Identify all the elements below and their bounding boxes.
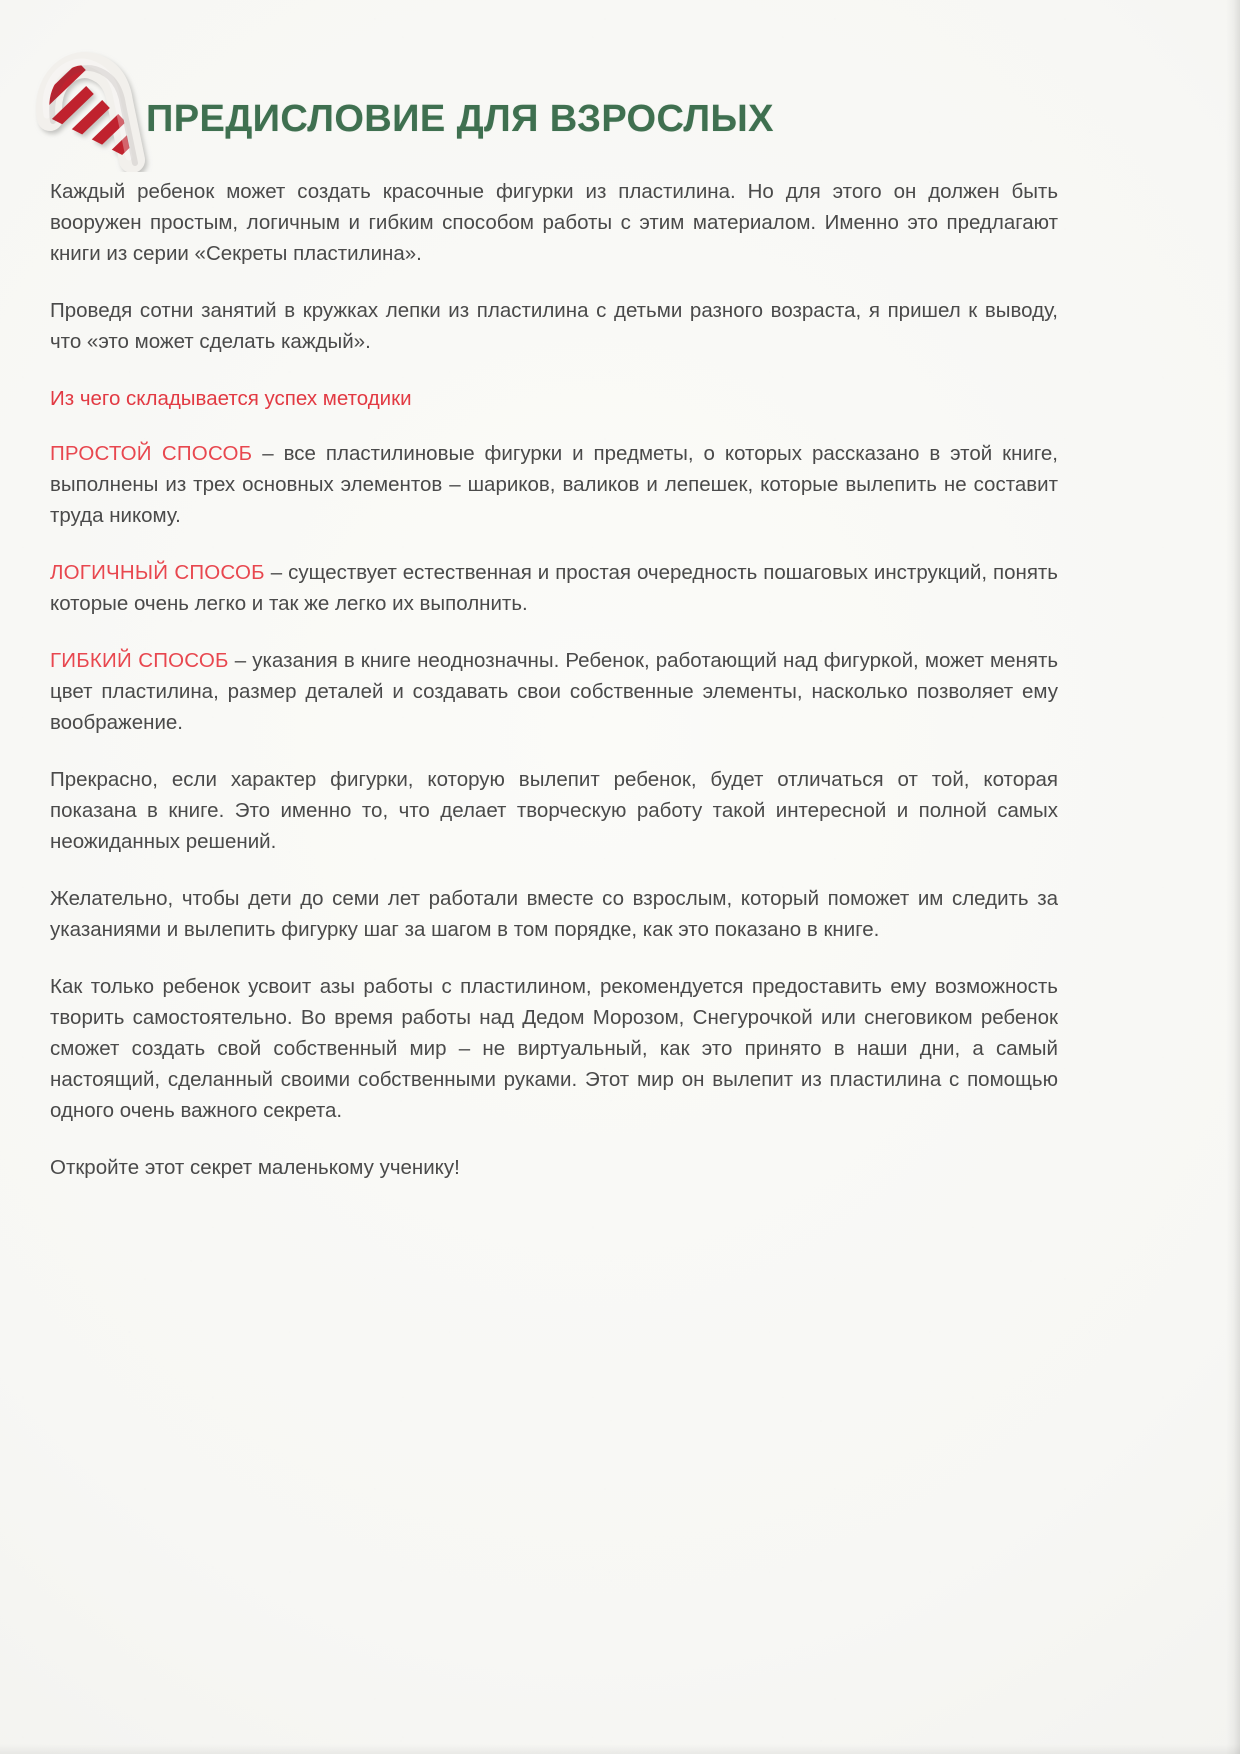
page-title: ПРЕДИСЛОВИЕ ДЛЯ ВЗРОСЛЫХ: [146, 98, 774, 140]
method-text-flexible: – указания в книге неоднозначны. Ребенок, работающий над фигуркой, может менять цвет пластилина, размер деталей и создавать свои собственные элементы, насколько позволяет ему воображение.: [50, 649, 1059, 734]
paragraph-intro: Каждый ребенок может создать красочные фигурки из пластилина. Но для этого он должен быть вооружен простым, логичным и гибким способом работы с этим материалом. Именно это предлагают книги из серии «Секреты пластилина».: [50, 180, 1058, 265]
method-lead-flexible: ГИБКИЙ СПОСОБ: [50, 649, 229, 672]
method-text-logical: – существует естественная и простая очередность пошаговых инструкций, понять которые очень легко и так же легко их выполнить.: [50, 561, 1058, 615]
scan-edge-bottom: [0, 1744, 1240, 1754]
method-text-simple: – все пластилиновые фигурки и предметы, о которых рассказано в этой книге, выполнены из трех основных элементов – шариков, валиков и лепешек, которые вылепить не составит труда никому.: [50, 442, 1058, 527]
paragraph-character: Прекрасно, если характер фигурки, которую вылепит ребенок, будет отличаться от той, которая показана в книге. Это именно то, что делает творческую работу такой интересной и полной самых неожиданных решений.: [50, 768, 1058, 853]
document-body: [50, 176, 1058, 1183]
paragraph-method-logical: [50, 557, 1058, 619]
section-heading-success-factors: Из чего складывается успех методики: [50, 387, 412, 410]
paragraph-method-flexible: [50, 645, 1058, 738]
paragraph-experience: Проведя сотни занятий в кружках лепки из пластилина с детьми разного возраста, я пришел к выводу, что «это может сделать каждый».: [50, 299, 1058, 353]
candy-cane-icon: [26, 32, 154, 172]
scan-edge-right: [1226, 0, 1240, 1754]
method-lead-logical: ЛОГИЧНЫЙ СПОСОБ: [50, 561, 265, 584]
paragraph-method-simple: [50, 438, 1058, 531]
paragraph-independence: Как только ребенок усвоит азы работы с пластилином, рекомендуется предоставить ему возможность творить самостоятельно. Во время работы над Дедом Морозом, Снегурочкой или снеговиком ребенок сможет создать свой собственный мир – не виртуальный, как это принято в наши дни, а самый настоящий, сделанный своими собственными руками. Этот мир он вылепит из пластилина с помощью одного очень важного секрета.: [50, 975, 1058, 1122]
paragraph-adult-guidance: Желательно, чтобы дети до семи лет работали вместе со взрослым, который поможет им следить за указаниями и вылепить фигурку шаг за шагом в том порядке, как это показано в книге.: [50, 887, 1058, 941]
paragraph-closing: Откройте этот секрет маленькому ученику!: [50, 1156, 460, 1179]
page-header: [0, 0, 1240, 176]
method-lead-simple: ПРОСТОЙ СПОСОБ: [50, 442, 253, 465]
